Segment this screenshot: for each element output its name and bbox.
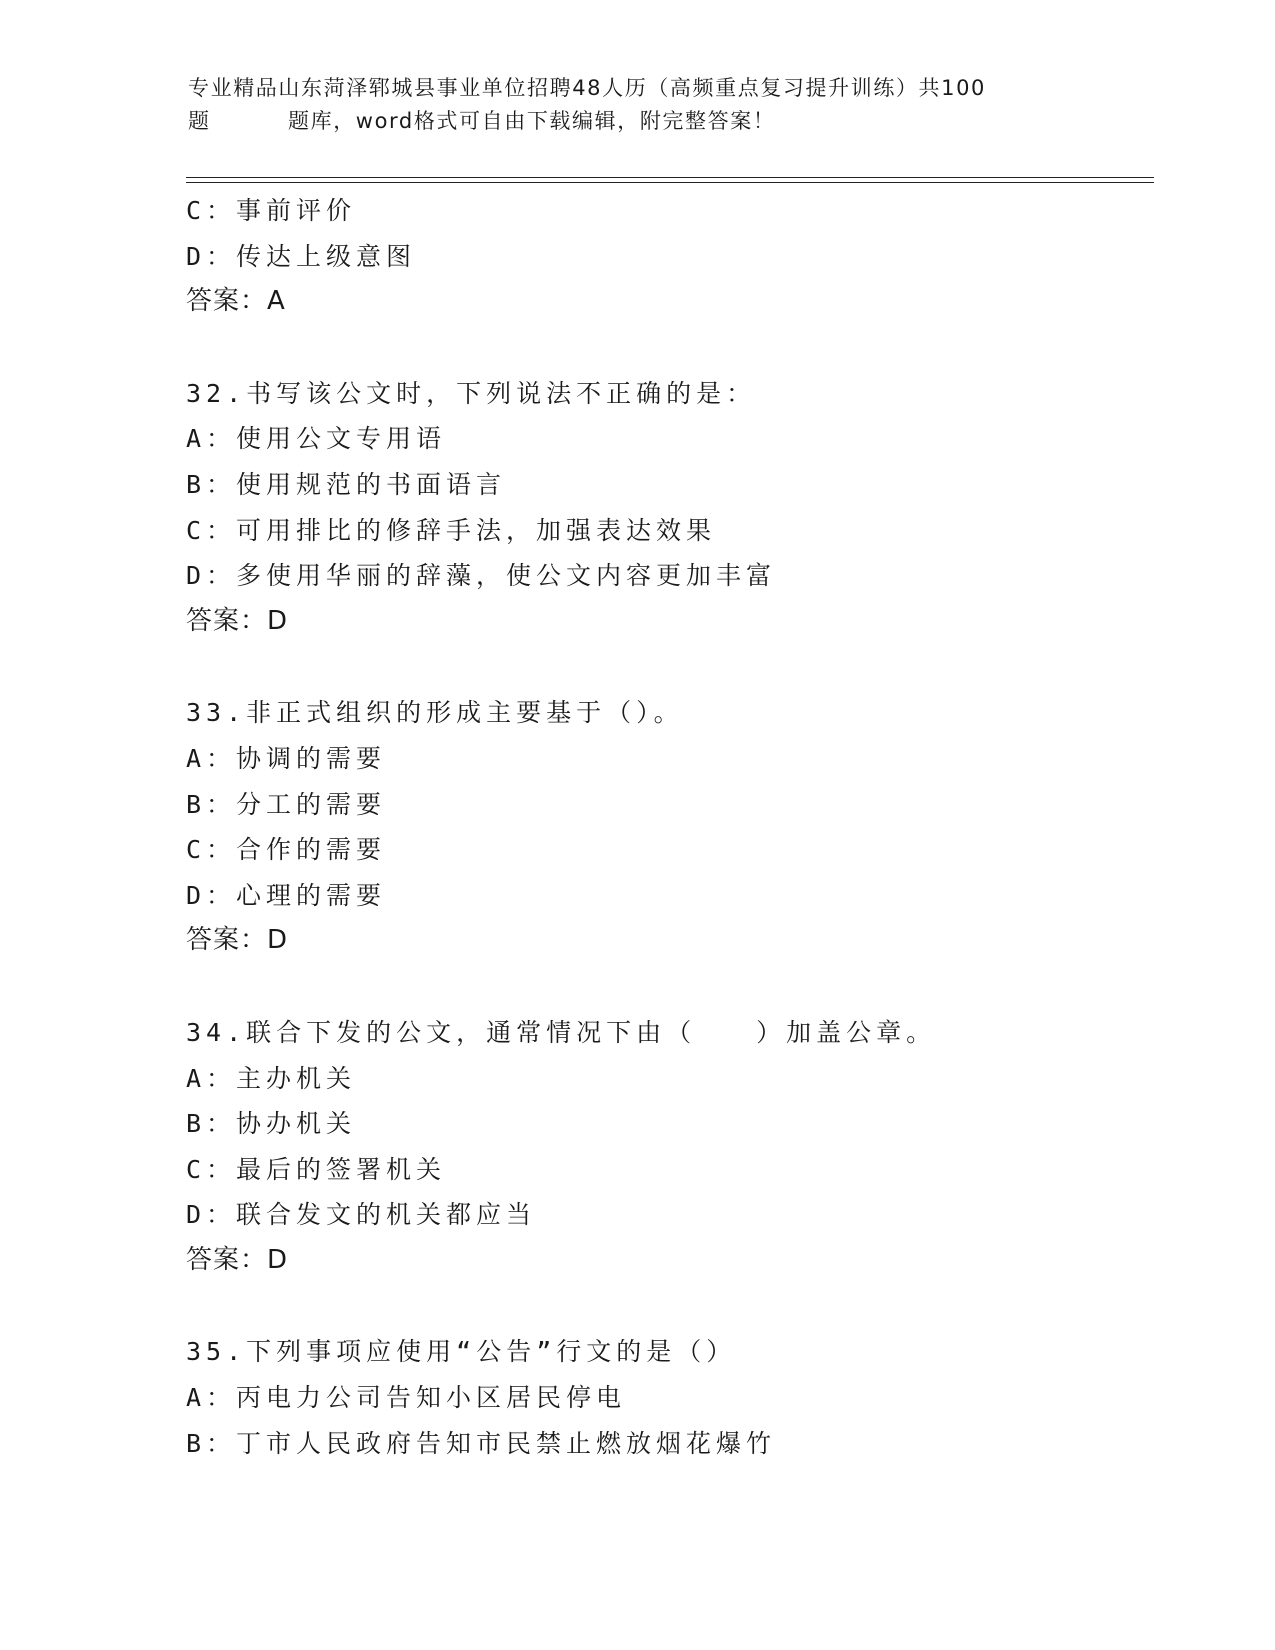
option-line: B：协办机关 (186, 1109, 357, 1139)
option-line: B：丁市人民政府告知市民禁止燃放烟花爆竹 (186, 1428, 777, 1458)
option-line: D：心理的需要 (186, 880, 387, 910)
option-line: B：分工的需要 (186, 789, 387, 819)
header-title-line1: 专业精品山东菏泽郓城县事业单位招聘48人历（高频重点复习提升训练）共100 (188, 76, 987, 100)
answer-line: 答案：D (186, 1244, 289, 1275)
option-line: C：可用排比的修辞手法，加强表达效果 (186, 515, 717, 545)
option-line: D：联合发文的机关都应当 (186, 1200, 537, 1230)
answer-line: 答案：D (186, 925, 289, 956)
question-block (186, 1010, 1146, 1284)
question-block (186, 371, 1146, 645)
option-line: A：主办机关 (186, 1063, 357, 1093)
option-line: A：丙电力公司告知小区居民停电 (186, 1383, 627, 1413)
question-text: 32.书写该公文时，下列说法不正确的是： (186, 378, 757, 408)
question-text: 33.非正式组织的形成主要基于（）。 (186, 698, 684, 728)
option-line: C：事前评价 (186, 196, 357, 225)
header-title-line2 (188, 105, 1088, 138)
question-text: 34.联合下发的公文，通常情况下由（ ）加盖公章。 (186, 1017, 937, 1047)
option-line: D：多使用华丽的辞藻，使公文内容更加丰富 (186, 561, 777, 591)
header-line2-a: 题 (188, 109, 211, 133)
question-block (186, 690, 1146, 964)
option-line: C：合作的需要 (186, 835, 387, 865)
answer-line: 答案：D (186, 605, 289, 636)
header-line2-b: 题库，word格式可自由下载编辑，附完整答案！ (288, 109, 776, 133)
header-divider-bottom (186, 182, 1154, 183)
answer-line: 答案：A (186, 286, 286, 317)
header-divider-top (186, 177, 1154, 178)
option-line: D：传达上级意图 (186, 241, 417, 271)
option-line: A：使用公文专用语 (186, 424, 447, 454)
option-line: B：使用规范的书面语言 (186, 469, 507, 499)
document-header (188, 72, 1088, 138)
question-list (186, 188, 1146, 1466)
question-block (186, 1329, 1146, 1466)
option-line: C：最后的签署机关 (186, 1154, 447, 1184)
option-line: A：协调的需要 (186, 743, 387, 773)
question-text: 35.下列事项应使用“公告”行文的是（） (186, 1337, 737, 1367)
